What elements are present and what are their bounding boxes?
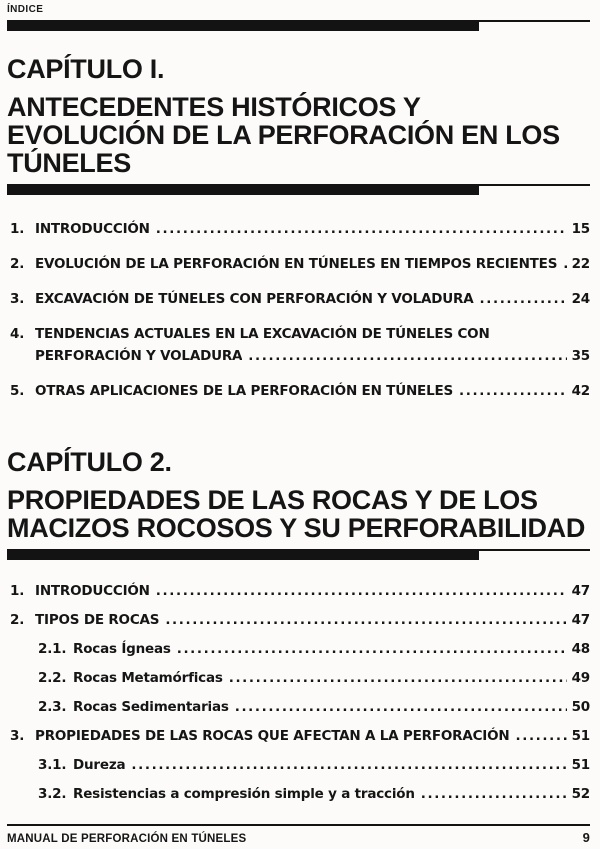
- entry-label: Rocas Sedimentarias: [73, 699, 229, 715]
- toc-entry: [7, 669, 590, 688]
- footer-page-number: 9: [582, 830, 590, 845]
- dot-leader: [177, 640, 567, 659]
- chapter-title-line: PROPIEDADES DE LAS ROCAS Y DE LOS: [7, 485, 538, 515]
- entry-page: 15: [571, 221, 590, 237]
- entry-label: EXCAVACIÓN DE TÚNELES CON PERFORACIÓN Y VOLADURA: [35, 291, 474, 307]
- entry-page: 35: [571, 348, 590, 364]
- toc-entry: [7, 325, 590, 366]
- entry-number: 3.2.: [38, 786, 67, 802]
- dot-leader: [421, 785, 567, 804]
- chapter-rule: [7, 549, 590, 560]
- chapter-rule-bar: [7, 186, 479, 195]
- entry-label: TENDENCIAS ACTUALES EN LA EXCAVACIÓN DE TÚNELES CON: [35, 326, 490, 342]
- dot-leader: [229, 669, 567, 688]
- footer-book-title: MANUAL DE PERFORACIÓN EN TÚNELES: [7, 833, 247, 845]
- entry-number: 2.: [10, 256, 25, 272]
- entry-label: Resistencias a compresión simple y a tracción: [73, 786, 415, 802]
- dot-leader: [131, 756, 566, 775]
- chapter-section: [7, 54, 590, 401]
- dot-leader: [515, 727, 566, 746]
- toc-list: [7, 220, 590, 401]
- top-rule: [7, 20, 590, 31]
- dot-leader: [480, 290, 567, 309]
- chapter-rule-bar: [7, 551, 479, 560]
- entry-number: 1.: [10, 221, 25, 237]
- entry-label: TIPOS DE ROCAS: [35, 612, 160, 628]
- chapter-section: [7, 447, 590, 804]
- toc-list: [7, 582, 590, 804]
- entry-page: 51: [571, 728, 590, 744]
- entry-number: 3.: [10, 728, 25, 744]
- toc-entry: [7, 611, 590, 630]
- entry-label: Dureza: [73, 757, 126, 773]
- entry-label: Rocas Metamórficas: [73, 670, 223, 686]
- chapter-title-line: MACIZOS ROCOSOS Y SU PERFORABILIDAD: [7, 513, 586, 543]
- chapter-title: [7, 93, 590, 177]
- entry-page: 47: [571, 583, 590, 599]
- toc-entry: [7, 382, 590, 401]
- entry-number: 2.3.: [38, 699, 67, 715]
- footer-rule: [7, 824, 590, 826]
- entry-number: 4.: [10, 326, 25, 342]
- chapter-title: [7, 486, 590, 542]
- entry-page: 22: [571, 256, 590, 272]
- entry-page: 50: [571, 699, 590, 715]
- chapters: [7, 54, 590, 804]
- toc-entry: [7, 255, 590, 274]
- entry-label: INTRODUCCIÓN: [35, 583, 150, 599]
- chapter-kicker: CAPÍTULO I.: [7, 54, 165, 84]
- toc-entry: [7, 756, 590, 775]
- entry-page: 42: [571, 383, 590, 399]
- entry-label2: PERFORACIÓN Y VOLADURA: [35, 348, 243, 364]
- dot-leader: [156, 582, 567, 601]
- entry-label: Rocas Ígneas: [73, 641, 171, 657]
- chapter-title-line: ANTECEDENTES HISTÓRICOS Y: [7, 92, 421, 122]
- toc-entry: [7, 727, 590, 746]
- chapter-kicker: CAPÍTULO 2.: [7, 447, 172, 477]
- entry-page: 47: [571, 612, 590, 628]
- entry-page: 49: [571, 670, 590, 686]
- chapter-title-line: EVOLUCIÓN DE LA PERFORACIÓN EN LOS: [7, 120, 560, 150]
- entry-number: 5.: [10, 383, 25, 399]
- toc-entry: [7, 698, 590, 717]
- dot-leader: [235, 698, 567, 717]
- page-footer: [7, 824, 590, 845]
- chapter-title-line: TÚNELES: [7, 148, 131, 178]
- toc-entry: [7, 640, 590, 659]
- dot-leader: [459, 382, 567, 401]
- top-rule-bar: [7, 22, 479, 31]
- entry-page: 51: [571, 757, 590, 773]
- dot-leader: [248, 347, 566, 366]
- entry-label: OTRAS APLICACIONES DE LA PERFORACIÓN EN TÚNELES: [35, 383, 454, 399]
- entry-number: 2.: [10, 612, 25, 628]
- toc-entry: [7, 582, 590, 601]
- entry-page: 48: [571, 641, 590, 657]
- entry-label: PROPIEDADES DE LAS ROCAS QUE AFECTAN A LA PERFORACIÓN: [35, 728, 510, 744]
- dot-leader: [165, 611, 566, 630]
- chapter-rule: [7, 184, 590, 195]
- dot-leader: [563, 255, 566, 274]
- entry-number: 2.2.: [38, 670, 67, 686]
- toc-entry: [7, 220, 590, 239]
- entry-number: 3.: [10, 291, 25, 307]
- running-head: ÍNDICE: [7, 4, 44, 15]
- entry-page: 52: [571, 786, 590, 802]
- entry-number: 2.1.: [38, 641, 67, 657]
- toc-entry: [7, 290, 590, 309]
- entry-number: 1.: [10, 583, 25, 599]
- entry-label: EVOLUCIÓN DE LA PERFORACIÓN EN TÚNELES EN TIEMPOS RECIENTES: [35, 256, 558, 272]
- entry-number: 3.1.: [38, 757, 67, 773]
- toc-entry: [7, 785, 590, 804]
- entry-label: INTRODUCCIÓN: [35, 221, 150, 237]
- entry-page: 24: [571, 291, 590, 307]
- dot-leader: [156, 220, 567, 239]
